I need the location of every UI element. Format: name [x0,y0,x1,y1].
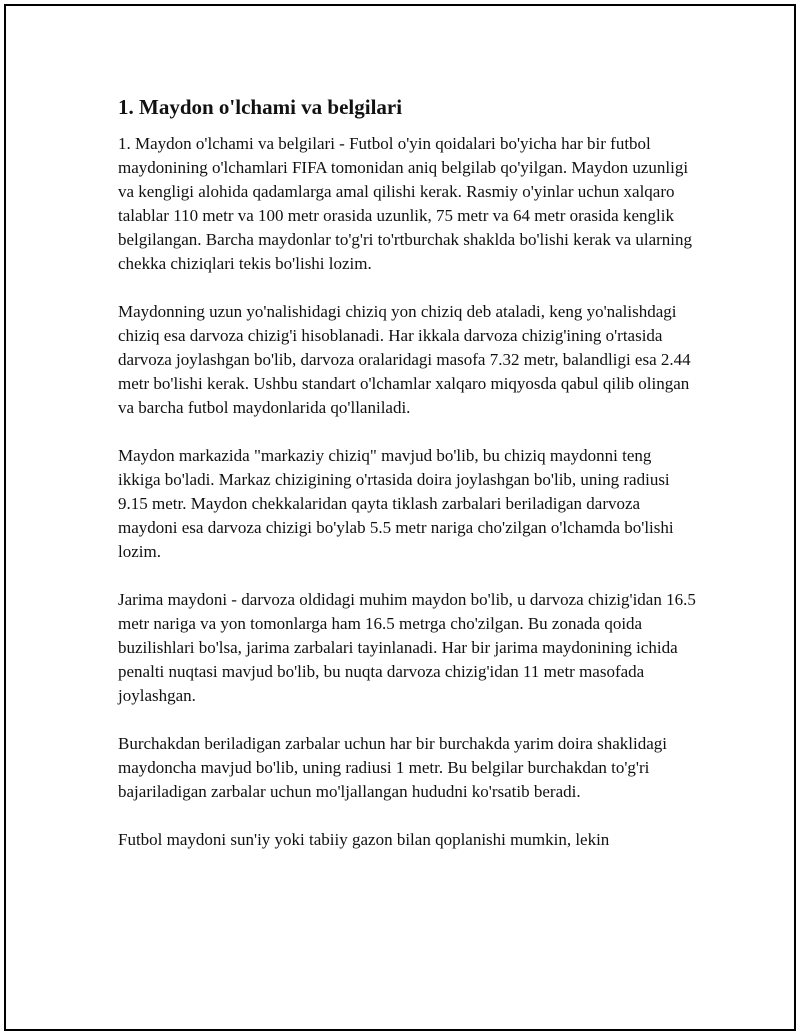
paragraph: Maydonning uzun yo'nalishidagi chiziq yon chiziq deb ataladi, keng yo'nalishdagi chiziq esa darvoza chizig'i hisoblanadi. Har ikkala darvoza chizig'ining o'rtasida darvoza joylashgan bo'lib, darvoza oralaridagi masofa 7.32 metr, balandligi esa 2.44 metr bo'lishi kerak. Ushbu standart o'lchamlar xalqaro miqyosda qabul qilib olingan va barcha futbol maydonlarida qo'llaniladi. [118,302,691,417]
document-body [118,94,698,876]
paragraph: Jarima maydoni - darvoza oldidagi muhim maydon bo'lib, u darvoza chizig'idan 16.5 metr nariga va yon tomonlarga ham 16.5 metrga cho'zilgan. Bu zonada qoida buzilishlari bo'lsa, jarima zarbalari tayinlanadi. Har bir jarima maydonining ichida penalti nuqtasi mavjud bo'lib, bu nuqta darvoza chizig'idan 11 metr masofada joylashgan. [118,590,696,705]
document-page [4,4,796,1031]
paragraph: Futbol maydoni sun'iy yoki tabiiy gazon bilan qoplanishi mumkin, lekin [118,830,610,849]
section-title: 1. Maydon o'lchami va belgilari [118,95,403,119]
paragraph: 1. Maydon o'lchami va belgilari - Futbol o'yin qoidalari bo'yicha har bir futbol maydonining o'lchamlari FIFA tomonidan aniq belgilab qo'yilgan. Maydon uzunligi va kengligi alohida qadamlarga amal qilishi kerak. Rasmiy o'yinlar uchun xalqaro talablar 110 metr va 100 metr orasida uzunlik, 75 metr va 64 metr orasida kenglik belgilangan. Barcha maydonlar to'g'ri to'rtburchak shaklda bo'lishi kerak va ularning chekka chiziqlari tekis bo'lishi lozim. [118,134,693,273]
paragraph: Burchakdan beriladigan zarbalar uchun har bir burchakda yarim doira shaklidagi maydoncha mavjud bo'lib, uning radiusi 1 metr. Bu belgilar burchakdan to'g'ri bajariladigan zarbalar uchun mo'ljallangan hududni ko'rsatib beradi. [118,734,667,801]
paragraph: Maydon markazida "markaziy chiziq" mavjud bo'lib, bu chiziq maydonni teng ikkiga bo'ladi. Markaz chizigining o'rtasida doira joylashgan bo'lib, uning radiusi 9.15 metr. Maydon chekkalaridan qayta tiklash zarbalari beriladigan darvoza maydoni esa darvoza chizigi bo'ylab 5.5 metr nariga cho'zilgan o'lchamda bo'lishi lozim. [118,446,674,561]
